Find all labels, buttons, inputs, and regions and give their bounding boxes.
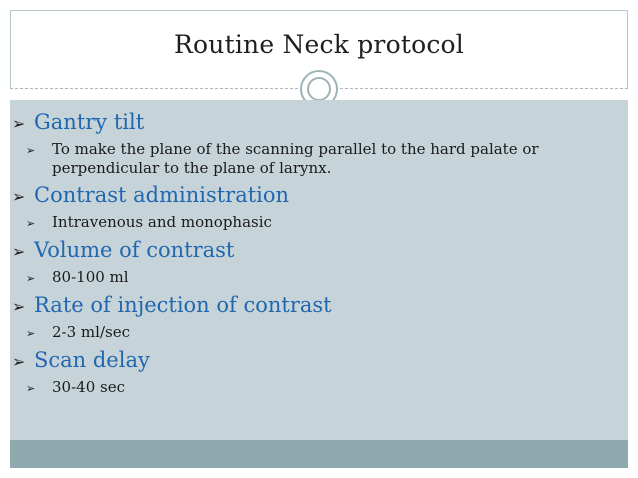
decorative-inner-circle-icon <box>307 77 331 101</box>
sub-bullet-item <box>26 323 612 343</box>
arrowhead-bullet-icon: ➢ <box>26 327 36 340</box>
arrowhead-bullet-icon: ➢ <box>26 382 36 395</box>
sub-bullet-text: 2-3 ml/sec <box>52 323 130 341</box>
arrowhead-bullet-icon: ➢ <box>26 217 36 230</box>
arrowhead-bullet-icon: ➢ <box>12 242 26 261</box>
arrowhead-bullet-icon: ➢ <box>12 352 26 371</box>
sub-bullet-item <box>26 213 612 233</box>
arrowhead-bullet-icon: ➢ <box>12 187 26 206</box>
slide-title: Routine Neck protocol <box>174 30 464 59</box>
arrowhead-bullet-icon: ➢ <box>12 114 26 133</box>
bullet-heading: Volume of contrast <box>34 238 235 262</box>
bullet-heading: Contrast administration <box>34 183 290 207</box>
bullet-item <box>12 346 612 376</box>
sub-bullet-item <box>26 268 612 288</box>
bullet-list <box>12 108 612 401</box>
bullet-heading: Gantry tilt <box>34 110 145 134</box>
bullet-item <box>12 236 612 266</box>
bullet-item <box>12 291 612 321</box>
bullet-heading: Scan delay <box>34 348 150 372</box>
arrowhead-bullet-icon: ➢ <box>12 297 26 316</box>
bullet-item <box>12 181 612 211</box>
sub-bullet-text: To make the plane of the scanning parallel to the hard palate or perpendicular to the plane of larynx. <box>52 140 539 177</box>
arrowhead-bullet-icon: ➢ <box>26 272 36 285</box>
sub-bullet-text: Intravenous and monophasic <box>52 213 272 231</box>
sub-bullet-text: 30-40 sec <box>52 378 125 396</box>
sub-bullet-item <box>26 378 612 398</box>
arrowhead-bullet-icon: ➢ <box>26 144 36 157</box>
sub-bullet-item <box>26 140 612 178</box>
bullet-item <box>12 108 612 138</box>
footer-bar <box>10 440 628 468</box>
sub-bullet-text: 80-100 ml <box>52 268 129 286</box>
bullet-heading: Rate of injection of contrast <box>34 293 332 317</box>
